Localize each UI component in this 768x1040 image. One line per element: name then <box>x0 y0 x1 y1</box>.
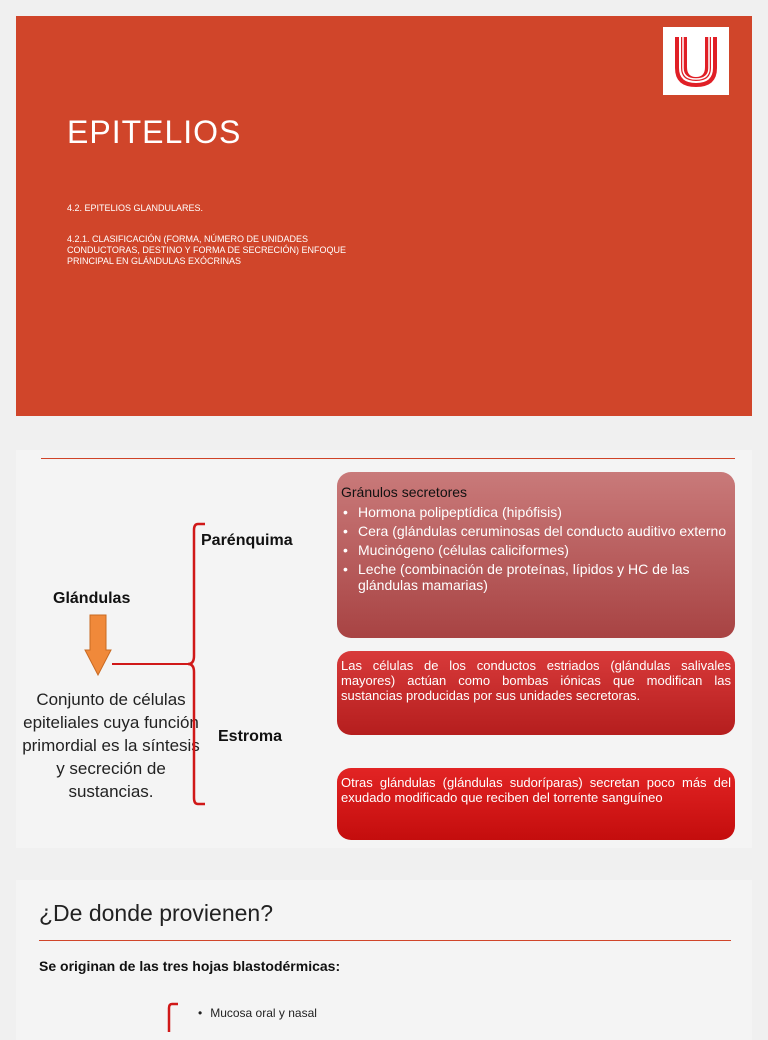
estroma-label: Estroma <box>218 728 283 745</box>
parenquima-label: Parénquima <box>201 532 293 549</box>
list-item <box>184 1006 317 1020</box>
origen-slide <box>16 880 752 1040</box>
granulos-box <box>337 472 735 638</box>
glandulas-description: Conjunto de células epiteliales cuya función primordial es la síntesis y secreción de sustancias. <box>22 690 200 801</box>
otras-glandulas-text: Otras glándulas (glándulas sudoríparas) secretan poco más del exudado modificado que reciben del torrente sanguíneo <box>341 775 731 805</box>
divider-line <box>39 940 731 941</box>
slide-title: EPITELIOS <box>67 114 242 150</box>
title-slide <box>16 16 752 416</box>
conductos-text: Las células de los conductos estriados (glándulas salivales mayores) actúan como bombas iónicas que modifican las sustancias producidas por sus unidades secretoras. <box>341 658 731 703</box>
bracket-icon <box>166 1002 180 1032</box>
glandulas-label: Glándulas <box>53 590 131 607</box>
slide-subtitle: 4.2. EPITELIOS GLANDULARES. <box>67 203 204 213</box>
divider-line <box>41 458 735 459</box>
list-item: • Leche (combinación de proteínas, lípidos y HC de las glándulas mamarias) <box>341 561 731 593</box>
university-logo <box>663 27 729 95</box>
bullet-icon: • <box>198 1006 203 1020</box>
origin-text: Se originan de las tres hojas blastodérmicas: <box>39 958 341 974</box>
list-item: • Mucinógeno (células caliciformes) <box>341 542 731 558</box>
list-item-label: Mucosa oral y nasal <box>210 1006 317 1020</box>
conductos-box <box>337 651 735 735</box>
university-u-logo-icon <box>663 27 729 95</box>
granulos-list <box>341 504 731 596</box>
list-item: • Hormona polipeptídica (hipófisis) <box>341 504 731 520</box>
glandulas-slide <box>16 450 752 848</box>
granulos-heading: Gránulos secretores <box>341 484 468 500</box>
slide-subtitle-detail: 4.2.1. CLASIFICACIÓN (FORMA, NÚMERO DE UNIDADES CONDUCTORAS, DESTINO Y FORMA DE SECRECIÓN) ENFOQUE PRINCIPAL EN GLÁNDULAS EXÓCRINAS <box>67 234 347 266</box>
slide-heading: ¿De donde provienen? <box>39 900 273 926</box>
down-arrow-icon <box>84 614 112 676</box>
otras-glandulas-box <box>337 768 735 840</box>
bracket-connector <box>112 518 212 808</box>
list-item: • Cera (glándulas ceruminosas del conducto auditivo externo <box>341 523 731 539</box>
